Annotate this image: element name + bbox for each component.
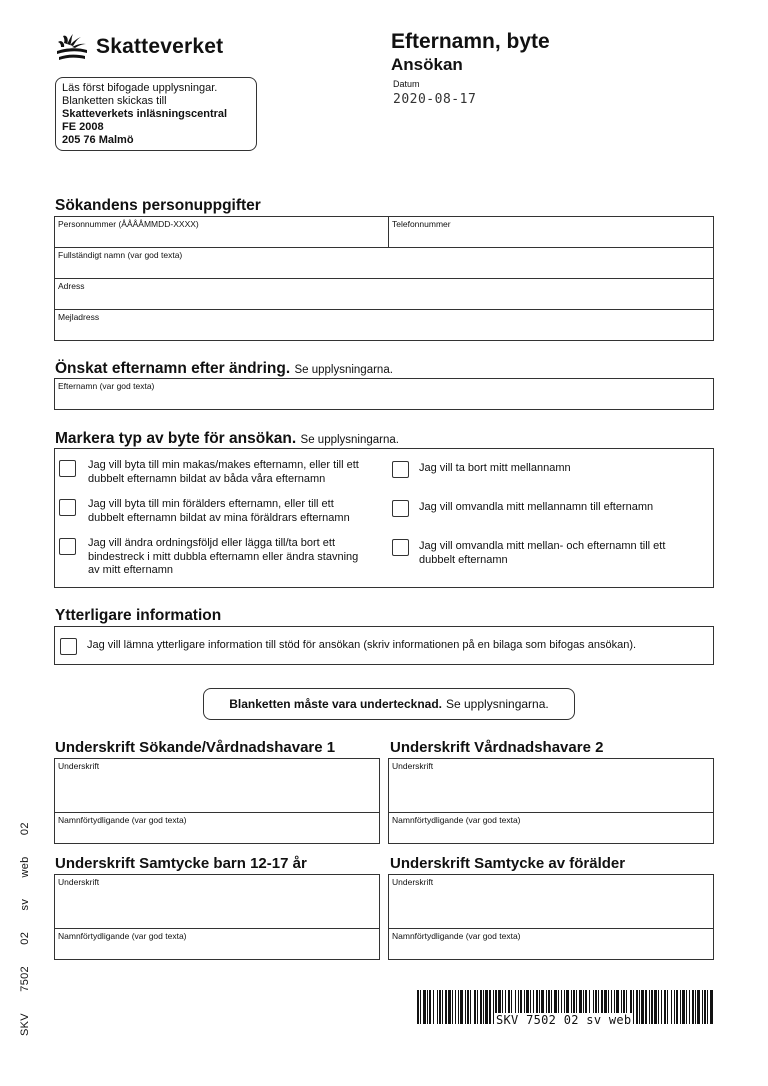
date-value[interactable]: 2020-08-17 (393, 92, 477, 107)
notice-bold: Blanketten måste vara undertecknad. (229, 697, 442, 711)
option-label: Jag vill omvandla mitt mellan- och efternamn till ett dubbelt efternamn (419, 540, 666, 566)
name-field[interactable] (55, 248, 713, 279)
personnummer-label: Personnummer (ÅÅÅÅMMDD-XXXX) (58, 219, 199, 229)
sig1-name-field[interactable] (55, 813, 379, 843)
sig2-name-field[interactable] (389, 813, 713, 843)
desired-surname-label: Efternamn (var god texta) (58, 381, 155, 391)
desired-heading-text: Önskat efternamn efter ändring. (55, 360, 291, 377)
info-line: Blanketten skickas till (62, 95, 167, 107)
name-label: Fullständigt namn (var god texta) (58, 250, 183, 260)
notice-normal: Se upplysningarna. (446, 697, 549, 711)
barcode-bar (445, 990, 447, 1024)
barcode-bar (674, 990, 675, 1024)
barcode-bar (686, 990, 687, 1024)
personal-table (54, 216, 714, 341)
mailing-info-box (55, 77, 257, 151)
checkbox[interactable] (392, 500, 409, 517)
barcode-bar (427, 990, 428, 1024)
checkbox[interactable] (60, 638, 77, 655)
option-double-surname[interactable] (392, 539, 682, 567)
barcode-bar (420, 990, 421, 1024)
barcode-bar (680, 990, 681, 1024)
desired-heading (55, 360, 393, 378)
signature-notice (203, 688, 575, 720)
barcode-bar (470, 990, 471, 1024)
barcode-bar (442, 990, 443, 1024)
option-label: Jag vill lämna ytterligare information till stöd för ansökan (skriv informationen på en bilaga som bifogas ansökan). (87, 639, 637, 651)
name-clarification-label: Namnförtydligande (var god texta) (58, 815, 187, 825)
barcode-bar (480, 990, 482, 1024)
option-label: Jag vill ta bort mitt mellannamn (419, 462, 571, 474)
address-field[interactable] (55, 279, 713, 310)
barcode-bar (651, 990, 653, 1024)
form-subtitle: Ansökan (391, 55, 463, 74)
barcode-text: SKV 7502 02 sv web (496, 1013, 632, 1027)
checkbox[interactable] (392, 539, 409, 556)
barcode-bar (704, 990, 706, 1024)
sig2-heading: Underskrift Vårdnadshavare 2 (390, 739, 604, 756)
barcode-bar (439, 990, 441, 1024)
option-spouse-surname[interactable] (59, 459, 369, 486)
barcode-bar (658, 990, 659, 1024)
barcode-bar (485, 990, 488, 1024)
info-address: Skatteverkets inläsningscentral (62, 108, 228, 120)
signature-label: Underskrift (58, 877, 100, 887)
barcode-bar (458, 990, 459, 1024)
code-part: web (19, 856, 31, 878)
name-clarification-label: Namnförtydligande (var god texta) (58, 931, 187, 941)
sig2-box (388, 758, 714, 844)
code-part: sv (19, 898, 31, 911)
code-part: 02 (19, 822, 31, 836)
change-type-heading-note: Se upplysningarna. (300, 434, 399, 446)
change-type-box (54, 448, 714, 588)
barcode-bar (692, 990, 694, 1024)
extra-heading: Ytterligare information (55, 607, 222, 624)
barcode-bar (448, 990, 451, 1024)
extra-box (54, 626, 714, 665)
barcode-bar (477, 990, 478, 1024)
desired-surname-field[interactable] (54, 378, 714, 410)
sig1-heading: Underskrift Sökande/Vårdnadshavare 1 (55, 739, 336, 756)
signature-label: Underskrift (392, 877, 434, 887)
option-parent-surname[interactable] (59, 498, 369, 525)
barcode-bar (455, 990, 456, 1024)
sig3-signature-field[interactable] (55, 875, 379, 929)
barcode-bar (460, 990, 463, 1024)
barcode-bar (452, 990, 453, 1024)
barcode-bar (676, 990, 678, 1024)
option-label: Jag vill byta till min makas/makes efternamn, eller till ett dubbelt efternamn bildat av båda våra efternamn (88, 459, 359, 485)
barcode-bar (710, 990, 713, 1024)
form-title: Efternamn, byte (391, 30, 550, 53)
sig1-signature-field[interactable] (55, 759, 379, 813)
barcode-bar (467, 990, 469, 1024)
option-label: Jag vill omvandla mitt mellannamn till efternamn (419, 501, 654, 513)
sig2-signature-field[interactable] (389, 759, 713, 813)
barcode-bar (437, 990, 438, 1024)
barcode-bar (465, 990, 466, 1024)
barcode-bar (639, 990, 640, 1024)
barcode-bar (489, 990, 491, 1024)
date-label: Datum (393, 79, 420, 89)
barcode-bar (661, 990, 662, 1024)
code-part: 02 (19, 931, 31, 945)
checkbox[interactable] (59, 499, 76, 516)
skatteverket-logo (55, 32, 223, 62)
personnummer-field[interactable] (55, 217, 389, 248)
sig3-name-field[interactable] (55, 929, 379, 959)
barcode-bar (645, 990, 647, 1024)
barcode-bar (641, 990, 644, 1024)
barcode-bar (636, 990, 638, 1024)
option-remove-middle[interactable] (392, 461, 692, 478)
sig4-name-field[interactable] (389, 929, 713, 959)
barcode-bar (429, 990, 431, 1024)
barcode-bar (474, 990, 476, 1024)
sig3-heading: Underskrift Samtycke barn 12-17 år (55, 855, 307, 872)
sig1-box (54, 758, 380, 844)
option-change-order[interactable] (59, 537, 369, 578)
address-label: Adress (58, 281, 85, 291)
barcode-bar (654, 990, 657, 1024)
email-field[interactable] (55, 310, 713, 340)
barcode-bar (664, 990, 666, 1024)
barcode-bar (707, 990, 708, 1024)
option-label: Jag vill byta till min förälders efternamn, eller till ett dubbelt efternamn bildat av mina föräldrars efternamn (88, 498, 350, 524)
personal-heading: Sökandens personuppgifter (55, 197, 261, 214)
checkbox[interactable] (392, 461, 409, 478)
barcode-bar (417, 990, 419, 1024)
signature-label: Underskrift (392, 761, 434, 771)
form-code-vertical (19, 804, 31, 1036)
sig4-signature-field[interactable] (389, 875, 713, 929)
change-type-heading-text: Markera typ av byte för ansökan. (55, 430, 297, 447)
code-part: 7502 (19, 966, 31, 992)
barcode-bar (423, 990, 426, 1024)
email-label: Mejladress (58, 312, 100, 322)
code-part: SKV (19, 1013, 31, 1036)
option-extra-info[interactable] (60, 637, 700, 655)
barcode-bar (689, 990, 690, 1024)
name-clarification-label: Namnförtydligande (var god texta) (392, 931, 521, 941)
sig4-box (388, 874, 714, 960)
info-address: 205 76 Malmö (62, 134, 134, 146)
barcode-bar (649, 990, 650, 1024)
barcode-bar (433, 990, 434, 1024)
option-label: Jag vill ändra ordningsföljd eller lägga till/ta bort ett bindestreck i mitt dubbla efternamn eller ändra stavning av mitt efternamn (88, 537, 359, 576)
checkbox[interactable] (59, 538, 76, 555)
telefon-field[interactable] (389, 217, 713, 248)
info-line: Läs först bifogade upplysningar. (62, 82, 218, 94)
name-clarification-label: Namnförtydligande (var god texta) (392, 815, 521, 825)
barcode-bar (682, 990, 685, 1024)
sig4-heading: Underskrift Samtycke av förälder (390, 855, 626, 872)
telefon-label: Telefonnummer (392, 219, 451, 229)
barcode-bar (702, 990, 703, 1024)
desired-heading-note: Se upplysningarna. (294, 364, 393, 376)
checkbox[interactable] (59, 460, 76, 477)
change-type-heading (55, 430, 399, 448)
barcode-bar (667, 990, 668, 1024)
barcode-bar (697, 990, 700, 1024)
info-address: FE 2008 (62, 121, 104, 133)
barcode-bar (483, 990, 484, 1024)
option-middle-to-surname[interactable] (392, 500, 692, 517)
barcode-bar (671, 990, 672, 1024)
logo-text: Skatteverket (96, 35, 224, 58)
sig3-box (54, 874, 380, 960)
barcode-bar (695, 990, 696, 1024)
crown-emblem-icon (55, 32, 89, 62)
signature-label: Underskrift (58, 761, 100, 771)
